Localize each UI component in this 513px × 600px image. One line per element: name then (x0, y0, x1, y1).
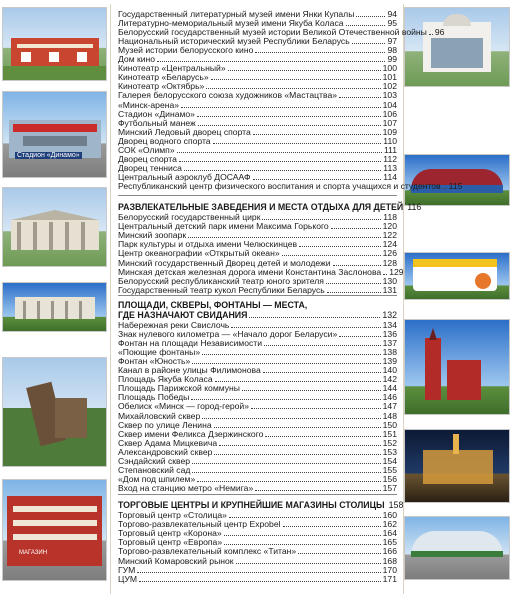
toc-page-number: 151 (382, 428, 397, 439)
toc-leader-dots (206, 88, 380, 89)
toc-entry-title: Республиканский центр физического воспитания и спорта учащихся и студентов (118, 180, 441, 191)
toc-leader-dots (298, 553, 381, 554)
toc-page-number: 99 (387, 54, 397, 65)
toc-leader-dots (255, 490, 380, 491)
toc-page-number: 153 (382, 446, 397, 457)
toc-page-number: 139 (382, 356, 397, 367)
toc-leader-dots (263, 372, 381, 373)
toc-page-number: 162 (382, 519, 397, 530)
toc-entry-title: Вход на станцию метро «Немига» (118, 482, 254, 493)
toc-entry-title: ГУМ (118, 564, 136, 575)
toc-page-number: 120 (382, 221, 397, 232)
toc-leader-dots (333, 265, 381, 266)
toc-leader-dots (188, 237, 381, 238)
toc-leader-dots (299, 246, 381, 247)
toc-entry-title: Стадион «Динамо» (118, 108, 195, 119)
toc-leader-dots (242, 390, 381, 391)
toc-entry-title: Торгово-развлекательный центр Expobel (118, 519, 281, 530)
toc-leader-dots (214, 454, 380, 455)
toc-page-number: 132 (382, 310, 397, 320)
toc-page-number: 138 (382, 347, 397, 358)
photo-circus (405, 253, 509, 299)
toc-page-number: 94 (387, 9, 397, 19)
toc-page-number: 97 (387, 36, 397, 47)
toc-page-number: 144 (382, 383, 397, 394)
photo-red-church (405, 320, 509, 414)
toc-entry[interactable] (118, 574, 397, 584)
toc-leader-dots (228, 70, 381, 71)
toc-page-number: 158 (388, 500, 404, 510)
toc-section-heading[interactable] (118, 500, 404, 510)
toc-entry-title: Государственный театр кукол Республики Беларусь (118, 284, 325, 295)
toc-page-number: 152 (382, 437, 397, 448)
toc-entry-title: Фонтан «Юность» (118, 356, 191, 367)
toc-entry-title: Торговый центр «Европа» (118, 537, 223, 548)
toc-entry-title: Центральный аэроклуб ДОСААФ (118, 171, 251, 182)
toc-leader-dots (219, 445, 381, 446)
toc-page-number: 134 (382, 320, 397, 330)
photo-monument (3, 358, 106, 466)
toc-leader-dots (202, 354, 381, 355)
toc-entry-title: Дворец спорта (118, 153, 177, 164)
shop-sign: МАГАЗИН (19, 550, 48, 556)
toc-leader-dots (215, 381, 381, 382)
toc-page-number: 160 (382, 510, 397, 520)
toc-entry-title: Фонтан на площади Независимости (118, 338, 263, 349)
toc-page-number: 95 (387, 18, 397, 29)
toc-entry-title: Сквер по улице Ленина (118, 419, 212, 430)
toc-entry-title: Парк культуры и отдыха имени Челюскинцев (118, 239, 298, 250)
section-heading-text: ТОРГОВЫЕ ЦЕНТРЫ И КРУПНЕЙШИЕ МАГАЗИНЫ СТОЛИЦЫ (118, 500, 385, 510)
toc-entry-title: Белорусский государственный музей истории Великой Отечественной войны (118, 27, 427, 38)
toc-entry-title: Михайловский сквер (118, 410, 201, 421)
toc-entry-title: Галерея белорусского союза художников «Мастацтва» (118, 90, 338, 101)
toc-entry-title: Центральный детский парк имени Максима Горького (118, 221, 329, 232)
toc-page-number: 137 (382, 338, 397, 349)
section-heading-text: ГДЕ НАЗНАЧАЮТ СВИДАНИЯ (118, 310, 248, 320)
toc-leader-dots (197, 481, 380, 482)
toc-page-number: 131 (382, 284, 397, 295)
toc-leader-dots (356, 16, 385, 17)
section-divider (118, 195, 397, 196)
toc-page-number: 155 (382, 464, 397, 475)
toc-entry-title: Площадь Якуба Коласа (118, 374, 213, 385)
toc-entry-title: «Поющие фонтаны» (118, 347, 201, 358)
toc-page-number: 106 (382, 108, 397, 119)
toc-entry-title: Дом кино (118, 54, 156, 65)
toc-entry-title: Кинотеатр «Октябрь» (118, 81, 205, 92)
toc-leader-dots (198, 125, 381, 126)
toc-entry-title: Обелиск «Минск — город-герой» (118, 401, 250, 412)
toc-entry-title: Набережная реки Свислочь (118, 320, 230, 330)
toc-leader-dots (255, 52, 385, 53)
toc-leader-dots (184, 170, 381, 171)
photo-night-street (405, 430, 509, 502)
toc-page-number: 129 (389, 266, 404, 277)
toc-leader-dots (231, 327, 380, 328)
toc-entry[interactable] (118, 285, 397, 295)
toc-leader-dots (264, 345, 381, 346)
toc-leader-dots (179, 161, 381, 162)
toc-entry[interactable] (118, 180, 463, 191)
toc-entry-title: «Минск-арена» (118, 99, 180, 110)
toc-page-number: 104 (382, 99, 397, 110)
toc-leader-dots (192, 363, 380, 364)
toc-leader-dots (213, 143, 382, 144)
toc-leader-dots (262, 219, 381, 220)
toc-section-heading[interactable] (118, 202, 422, 212)
toc-leader-dots (283, 526, 381, 527)
toc-entry-title: Торгово-развлекательный комплекс «Титан» (118, 546, 297, 557)
section-heading-text: РАЗВЛЕКАТЕЛЬНЫЕ ЗАВЕДЕНИЯ И МЕСТА ОТДЫХА ДЛЯ ДЕТЕЙ (118, 202, 404, 212)
toc-leader-dots (326, 283, 381, 284)
toc-entry-title: Степановский сад (118, 464, 191, 475)
toc-entry-title: Белорусский республиканский театр юного зрителя (118, 275, 324, 286)
toc-leader-dots (282, 255, 381, 256)
toc-page-number: 126 (382, 248, 397, 259)
toc-entry-title: Музей истории белорусского кино (118, 45, 254, 56)
toc-entry[interactable] (118, 483, 397, 493)
toc-entry-title: Дворец тенниса (118, 162, 182, 173)
toc-entry-title: Минский государственный Дворец детей и молодежи (118, 257, 331, 268)
toc-page-number: 165 (382, 537, 397, 548)
toc-entry-title: Сквер имени Феликса Дзержинского (118, 428, 264, 439)
toc-leader-dots (236, 563, 381, 564)
toc-leader-dots (229, 517, 381, 518)
photo-palace (3, 283, 106, 331)
toc-leader-dots (157, 61, 385, 62)
toc-entry-title: Сквер Адама Мицкевича (118, 437, 218, 448)
toc-leader-dots (249, 310, 380, 318)
toc-entry-title: Литературно-мемориальный музей имени Якуба Коласа (118, 18, 344, 29)
toc-entry-title: Государственный литературный музей имени Янки Купалы (118, 9, 355, 19)
toc-entry-title: Белорусский государственный цирк (118, 212, 261, 222)
toc-page-number: 112 (383, 153, 397, 164)
toc-leader-dots (352, 43, 386, 44)
toc-leader-dots (339, 336, 380, 337)
toc-page-number: 103 (382, 90, 397, 101)
toc-entry-title: Знак нулевого километра — «Начало дорог Беларуси» (118, 329, 338, 340)
toc-page-number: 142 (382, 374, 397, 385)
toc-entry-title: Минский зоопарк (118, 230, 187, 241)
toc-section-heading[interactable] (118, 300, 397, 320)
toc-leader-dots (191, 399, 380, 400)
toc-entry-title: Площадь Парижской коммуны (118, 383, 240, 394)
toc-page-number: 113 (383, 162, 397, 173)
toc-page-number: 114 (383, 171, 397, 182)
section-divider (118, 494, 397, 495)
stadium-sign: Стадион «Динамо» (17, 152, 80, 159)
toc-page-number: 109 (382, 126, 397, 137)
toc-page-number: 154 (382, 455, 397, 466)
photo-museum-building (3, 8, 106, 80)
toc-leader-dots (224, 544, 381, 545)
toc-page-number: 111 (383, 144, 397, 155)
toc-page-number: 110 (383, 135, 397, 146)
toc-page-number: 128 (382, 257, 397, 268)
toc-leader-dots (202, 418, 380, 419)
toc-entry-title: Минский Ледовый дворец спорта (118, 126, 251, 137)
toc-page-number: 168 (382, 555, 397, 566)
section-divider (118, 295, 397, 296)
toc-page-number: 170 (382, 564, 397, 575)
toc-leader-dots (265, 436, 380, 437)
toc-entry-title: Канал в районе улицы Филимонова (118, 365, 261, 376)
toc-leader-dots (211, 79, 381, 80)
toc-leader-dots (443, 188, 447, 189)
toc-page-number: 136 (382, 329, 397, 340)
toc-leader-dots (346, 25, 386, 26)
toc-entry-title: Кинотеатр «Центральный» (118, 63, 226, 74)
toc-page-number: 147 (382, 401, 397, 412)
toc-page-number: 96 (434, 27, 445, 38)
toc-leader-dots (327, 292, 381, 293)
toc-page-number: 164 (382, 528, 397, 539)
toc-leader-dots (253, 134, 381, 135)
toc-page-number: 115 (448, 180, 463, 191)
toc-page-number: 146 (382, 392, 397, 403)
toc-page-number: 171 (382, 573, 397, 584)
toc-leader-dots (383, 274, 387, 275)
toc-page-number: 140 (382, 365, 397, 376)
toc-page-number: 166 (382, 546, 397, 557)
toc-leader-dots (197, 116, 381, 117)
toc-leader-dots (331, 228, 381, 229)
toc-leader-dots (192, 463, 381, 464)
toc-entry-title: Площадь Победы (118, 392, 190, 403)
toc-leader-dots (137, 572, 380, 573)
toc-page-number: 122 (382, 230, 397, 241)
toc-page-number: 116 (407, 202, 422, 212)
toc-leader-dots (181, 107, 381, 108)
toc-entry-title: «Дом под шпилем» (118, 473, 196, 484)
toc-entry-title: Кинотеатр «Беларусь» (118, 72, 209, 83)
toc-leader-dots (339, 97, 381, 98)
photo-stadium (3, 92, 106, 177)
toc-entry-title: Минская детская железная дорога имени Константина Заслонова (118, 266, 382, 277)
section-heading-text: ПЛОЩАДИ, СКВЕРЫ, ФОНТАНЫ — МЕСТА, (118, 300, 308, 310)
toc-page-number: 101 (382, 72, 397, 83)
toc-page-number: 100 (382, 63, 397, 74)
toc-entry-title: Торговый центр «Столица» (118, 510, 227, 520)
photo-white-palace (405, 8, 509, 86)
toc-page-number: 107 (382, 117, 397, 128)
toc-entry-title: Сэндайский сквер (118, 455, 191, 466)
toc-entry-title: Торговый центр «Корона» (118, 528, 222, 539)
toc-page-number: 124 (382, 239, 397, 250)
toc-page-number: 130 (382, 275, 397, 286)
toc-page-number: 148 (382, 410, 397, 421)
toc-entry-title: Минский Комаровский рынок (118, 555, 234, 566)
toc-leader-dots (429, 34, 433, 35)
toc-leader-dots (214, 427, 381, 428)
toc-entry-title: Национальный исторический музей Республики Беларусь (118, 36, 350, 47)
toc-page-number: 98 (387, 45, 397, 56)
toc-page-number: 118 (383, 212, 397, 222)
toc-entry-title: Центр океанографии «Открытый океан» (118, 248, 280, 259)
toc-leader-dots (224, 535, 381, 536)
toc-entry-title: ЦУМ (118, 573, 137, 584)
toc-entry-title: СОК «Олимп» (118, 144, 175, 155)
toc-leader-dots (139, 581, 381, 582)
toc-leader-dots (253, 179, 382, 180)
toc-entry-title: Футбольный манеж (118, 117, 196, 128)
toc-entry-title: Дворец водного спорта (118, 135, 211, 146)
toc-entry-title: Александровский сквер (118, 446, 213, 457)
toc-page-number: 156 (382, 473, 397, 484)
toc-leader-dots (177, 152, 382, 153)
photo-shopping-center (405, 517, 509, 579)
toc-leader-dots (251, 408, 381, 409)
photo-theatre-colonnade (3, 188, 106, 266)
toc-page-number: 102 (382, 81, 397, 92)
photo-shopping-street (3, 480, 106, 580)
toc-page-number: 150 (382, 419, 397, 430)
toc-page-number: 157 (382, 482, 397, 493)
toc-leader-dots (192, 472, 380, 473)
